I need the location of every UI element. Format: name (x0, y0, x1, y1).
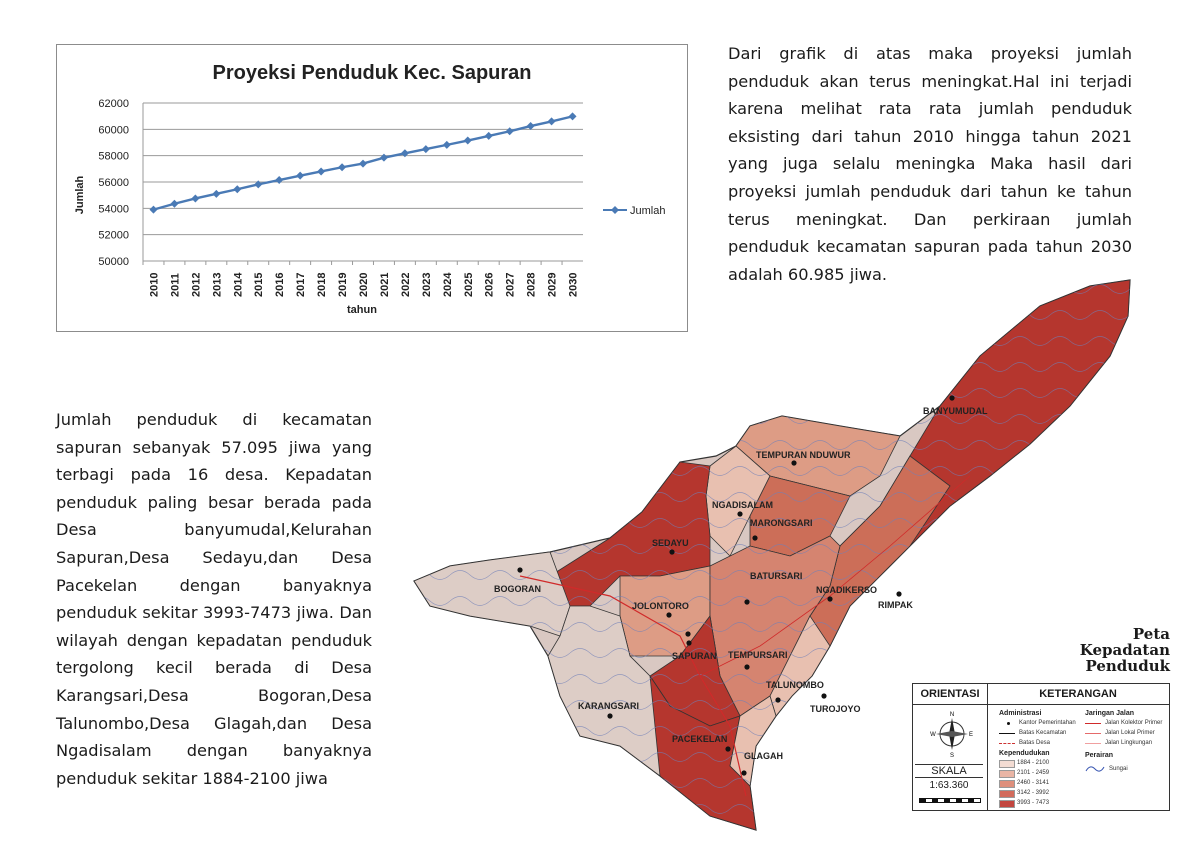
x-tick-label: 2016 (274, 272, 287, 297)
legend-density-item: 3142 - 3992 (1017, 790, 1050, 796)
river-icon (1085, 764, 1105, 774)
x-tick-label: 2027 (504, 272, 517, 297)
legend-orientasi-header: ORIENTASI (913, 684, 988, 705)
data-point (443, 141, 451, 149)
village-label: JOLONTORO (632, 601, 689, 611)
village-label: KARANGSARI (578, 701, 640, 711)
village-label: SEDAYU (652, 538, 689, 548)
x-tick-label: 2026 (483, 272, 496, 297)
map-legend (912, 683, 1170, 811)
y-tick-label: 52000 (98, 229, 129, 242)
projection-description: Dari grafik di atas maka proyeksi jumlah penduduk akan terus meningkat.Hal ini terjadi karena melihat rata rata jumlah penduduk eksisting dari tahun 2010 hingga tahun 2021 yang juga selalu meningka Maka hasil dari proyeksi jumlah penduduk dari tahun ke tahun terus meningkat. Dan perkiraan jumlah penduduk kecamatan sapuran pada tahun 2030 adalah 60.985 jiwa. (728, 44, 1132, 284)
data-point (233, 185, 241, 193)
legend-road-item: Jalan Kolektor Primer (1105, 720, 1163, 726)
data-point (380, 154, 388, 162)
data-point (191, 194, 199, 202)
x-tick-label: 2021 (378, 272, 391, 297)
compass-s: S (949, 753, 955, 759)
legend-density-item: 2101 - 2459 (1017, 770, 1050, 776)
y-tick-label: 50000 (98, 256, 129, 268)
skala-value: 1:63.360 (929, 780, 969, 791)
legend-marker (611, 206, 619, 214)
map-title-line: Peta (1132, 625, 1170, 643)
data-point (275, 176, 283, 184)
x-tick-label: 2029 (546, 272, 559, 297)
x-tick-label: 2025 (462, 272, 475, 297)
x-tick-label: 2015 (253, 272, 266, 297)
data-point (338, 163, 346, 171)
map-title-line: Penduduk (1085, 657, 1170, 675)
legend-density-item: 2460 - 3141 (1017, 780, 1050, 786)
legend-kependudukan: Kependudukan (999, 750, 1050, 757)
skala-label: SKALA (915, 764, 983, 778)
legend-label: Jumlah (630, 205, 666, 217)
data-point (485, 132, 493, 140)
x-tick-label: 2030 (567, 272, 580, 297)
data-point (317, 167, 325, 175)
x-tick-label: 2028 (525, 272, 538, 297)
legend-density-item: 3993 - 7473 (1017, 800, 1050, 806)
village-label: BANYUMUDAL (923, 406, 988, 416)
village-label: GLAGAH (744, 751, 783, 761)
x-tick-label: 2019 (337, 272, 350, 297)
x-tick-label: 2010 (148, 272, 161, 297)
x-tick-label: 2013 (211, 272, 224, 297)
data-point (212, 190, 220, 198)
x-tick-label: 2011 (169, 273, 182, 297)
legend-density-item: 1884 - 2100 (1017, 760, 1050, 766)
chart-title: Proyeksi Penduduk Kec. Sapuran (212, 62, 532, 84)
village-label: MARONGSARI (750, 518, 813, 528)
compass-w: W (930, 732, 936, 738)
compass-e: E (968, 732, 974, 738)
village-label: SAPURAN (672, 651, 717, 661)
x-tick-label: 2014 (232, 272, 245, 297)
y-tick-label: 56000 (98, 177, 129, 189)
scale-bar (919, 798, 981, 803)
legend-road-item: Jalan Lokal Primer (1105, 730, 1155, 736)
village-label: TEMPURSARI (728, 650, 788, 660)
village-label: TEMPURAN NDUWUR (756, 450, 851, 460)
x-tick-label: 2017 (295, 272, 308, 297)
y-tick-label: 58000 (98, 150, 129, 163)
legend-administrasi: Administrasi (999, 710, 1042, 717)
y-tick-label: 60000 (98, 124, 129, 137)
data-point (506, 127, 514, 135)
village-label: BATURSARI (750, 571, 803, 581)
x-tick-label: 2018 (316, 272, 329, 297)
legend-admin-item: Batas Desa (1019, 740, 1051, 746)
village-label: NGADISALAM (712, 500, 773, 510)
data-point (359, 160, 367, 168)
x-tick-label: 2023 (420, 272, 433, 297)
density-description: Jumlah penduduk di kecamatan sapuran sebanyak 57.095 jiwa yang terbagi pada 16 desa. Kepadatan penduduk paling besar berada pada Desa banyumudal,Kelurahan Sapuran,Desa Sedayu,dan Desa Pacekelan dengan banyaknya penduduk sekitar 3993-7473 jiwa. Dan wilayah dengan kepadatan penduduk tergolong kecil berada di Desa Karangsari,Desa Bogoran,Desa Talunombo,Desa Glagah,dan Desa Ngadisalam dengan banyaknya penduduk sekitar 1884-2100 jiwa (56, 410, 372, 788)
data-point (464, 137, 472, 145)
village-label: NGADIKERSO (816, 585, 878, 595)
y-tick-label: 62000 (98, 98, 129, 110)
legend-admin-item: Kantor Pemerintahan (1019, 720, 1076, 726)
map-title-line: Kepadatan (1079, 641, 1170, 659)
map-title (1080, 626, 1170, 674)
data-point (170, 200, 178, 208)
x-tick-label: 2024 (441, 272, 454, 297)
village-label: PACEKELAN (672, 734, 728, 744)
village-label: TUROJOYO (810, 704, 861, 714)
x-tick-label: 2012 (190, 272, 203, 297)
village-label: TALUNOMBO (766, 680, 824, 690)
data-point (296, 172, 304, 180)
legend-road-item: Jalan Lingkungan (1105, 740, 1153, 746)
legend-perairan: Perairan (1085, 752, 1114, 759)
village-label: RIMPAK (878, 600, 913, 610)
data-point (149, 206, 157, 214)
compass-icon (931, 708, 973, 758)
data-point (422, 145, 430, 153)
legend-admin-item: Batas Kecamatan (1019, 730, 1067, 736)
legend-keterangan-header: KETERANGAN (987, 684, 1169, 705)
x-tick-label: 2022 (399, 272, 412, 297)
chart-ylabel: Jumlah (74, 175, 86, 215)
data-point (548, 117, 556, 125)
legend-jaringan-jalan: Jaringan Jalan (1085, 710, 1135, 717)
compass-n: N (949, 712, 955, 718)
data-point (569, 112, 577, 120)
x-tick-label: 2020 (358, 272, 370, 297)
chart-xlabel: tahun (347, 304, 377, 316)
y-tick-label: 54000 (98, 203, 129, 216)
legend-water-item: Sungai (1109, 766, 1128, 772)
village-label: BOGORAN (494, 584, 541, 594)
